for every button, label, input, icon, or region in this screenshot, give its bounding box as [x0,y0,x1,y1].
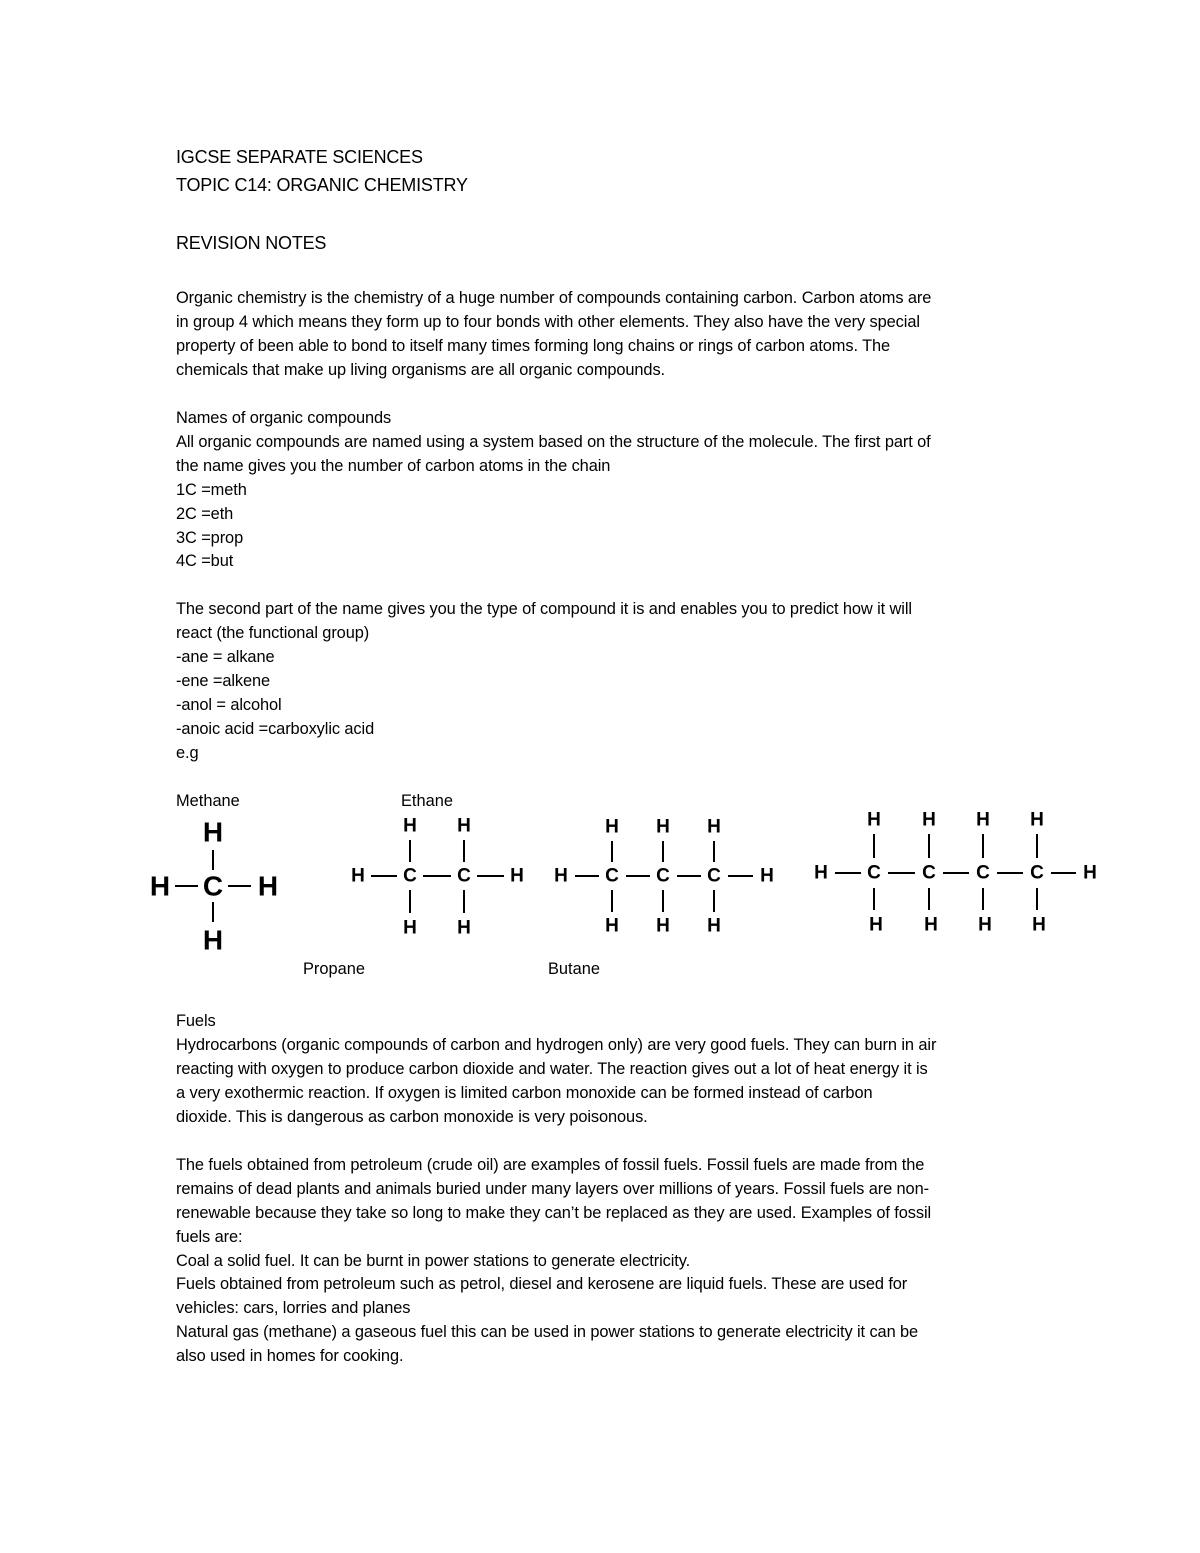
atom-h: H [257,870,279,902]
suffix-item: -anol = alcohol [176,696,282,714]
atom-h: H [351,865,365,887]
fuels-para2-line: renewable because they take so long to make they can’t be replaced as they are used. Examples of fossil [176,1204,932,1222]
atom-h: H [457,815,471,837]
prefix-item: 1C =meth [176,481,247,499]
prefix-item: 4C =but [176,552,234,570]
atom-h: H [457,917,471,939]
suffix-item: -ene =alkene [176,672,271,690]
propane-label: Propane [303,960,365,978]
intro-line: property of been able to bond to itself many times forming long chains or rings of carbon atoms. The [176,337,891,355]
atom-h: H [814,862,828,884]
atom-h: H [867,809,881,831]
atom-h: H [869,914,883,936]
fuels-para2-line: also used in homes for cooking. [176,1347,404,1365]
methane-structure [140,810,290,960]
ethane-structure [345,812,535,937]
fuels-para1-line: dioxide. This is dangerous as carbon monoxide is very poisonous. [176,1108,648,1126]
atom-h: H [403,815,417,837]
fuels-para1-line: Hydrocarbons (organic compounds of carbon and hydrogen only) are very good fuels. They can burn in air [176,1036,937,1054]
atom-c: C [605,865,619,887]
atom-h: H [605,915,619,937]
atom-h: H [1032,914,1046,936]
suffix-item: -ane = alkane [176,648,275,666]
atom-h: H [1030,809,1044,831]
ethane-label: Ethane [401,792,453,810]
second-part-line: The second part of the name gives you the type of compound it is and enables you to predict how it will [176,600,912,618]
atom-c: C [403,865,417,887]
butane-label: Butane [548,960,600,978]
fuels-para2-line: remains of dead plants and animals buried under many layers over millions of years. Fossil fuels are non- [176,1180,929,1198]
intro-line: in group 4 which means they form up to four bonds with other elements. They also have the very special [176,313,920,331]
atom-h: H [403,917,417,939]
doc-title: IGCSE SEPARATE SCIENCES [176,147,423,167]
atom-h: H [922,809,936,831]
atom-c: C [1030,862,1044,884]
fuels-heading: Fuels [176,1012,216,1030]
butane-structure [808,806,1108,936]
fuels-para2-line: Coal a solid fuel. It can be burnt in power stations to generate electricity. [176,1252,691,1270]
atom-h: H [605,816,619,838]
atom-h: H [1083,862,1097,884]
atom-c: C [707,865,721,887]
fuels-para1-line: a very exothermic reaction. If oxygen is limited carbon monoxide can be formed instead of carbon [176,1084,873,1102]
atom-c: C [922,862,936,884]
atom-h: H [202,924,224,956]
atom-h: H [554,865,568,887]
fuels-para1-line: reacting with oxygen to produce carbon dioxide and water. The reaction gives out a lot of heat energy it is [176,1060,928,1078]
names-intro-line: the name gives you the number of carbon atoms in the chain [176,457,611,475]
atom-h: H [760,865,774,887]
atom-h: H [978,914,992,936]
prefix-item: 2C =eth [176,505,234,523]
atom-c: C [976,862,990,884]
atom-h: H [510,865,524,887]
atom-c: C [656,865,670,887]
names-intro-line: All organic compounds are named using a system based on the structure of the molecule. The first part of [176,433,931,451]
atom-h: H [976,809,990,831]
atom-h: H [202,816,224,848]
prefix-item: 3C =prop [176,529,244,547]
fuels-para2-line: fuels are: [176,1228,243,1246]
intro-line: Organic chemistry is the chemistry of a huge number of compounds containing carbon. Carbon atoms are [176,289,932,307]
eg-label: e.g [176,744,199,762]
propane-structure [548,814,788,939]
atom-h: H [707,915,721,937]
intro-line: chemicals that make up living organisms are all organic compounds. [176,361,666,379]
atom-h: H [149,870,171,902]
suffix-item: -anoic acid =carboxylic acid [176,720,375,738]
atom-h: H [656,816,670,838]
atom-h: H [707,816,721,838]
fuels-para2-line: Fuels obtained from petroleum such as petrol, diesel and kerosene are liquid fuels. These are used for [176,1275,908,1293]
second-part-line: react (the functional group) [176,624,370,642]
fuels-para2-line: vehicles: cars, lorries and planes [176,1299,411,1317]
revision-notes-title: REVISION NOTES [176,233,327,253]
atom-h: H [656,915,670,937]
fuels-para2-line: The fuels obtained from petroleum (crude oil) are examples of fossil fuels. Fossil fuels are made from the [176,1156,925,1174]
atom-c: C [457,865,471,887]
atom-c: C [202,870,224,902]
fuels-para2-line: Natural gas (methane) a gaseous fuel this can be used in power stations to generate electricity it can be [176,1323,919,1341]
atom-c: C [867,862,881,884]
names-heading: Names of organic compounds [176,409,392,427]
topic-title: TOPIC C14: ORGANIC CHEMISTRY [176,175,468,195]
atom-h: H [924,914,938,936]
methane-label: Methane [176,792,240,810]
